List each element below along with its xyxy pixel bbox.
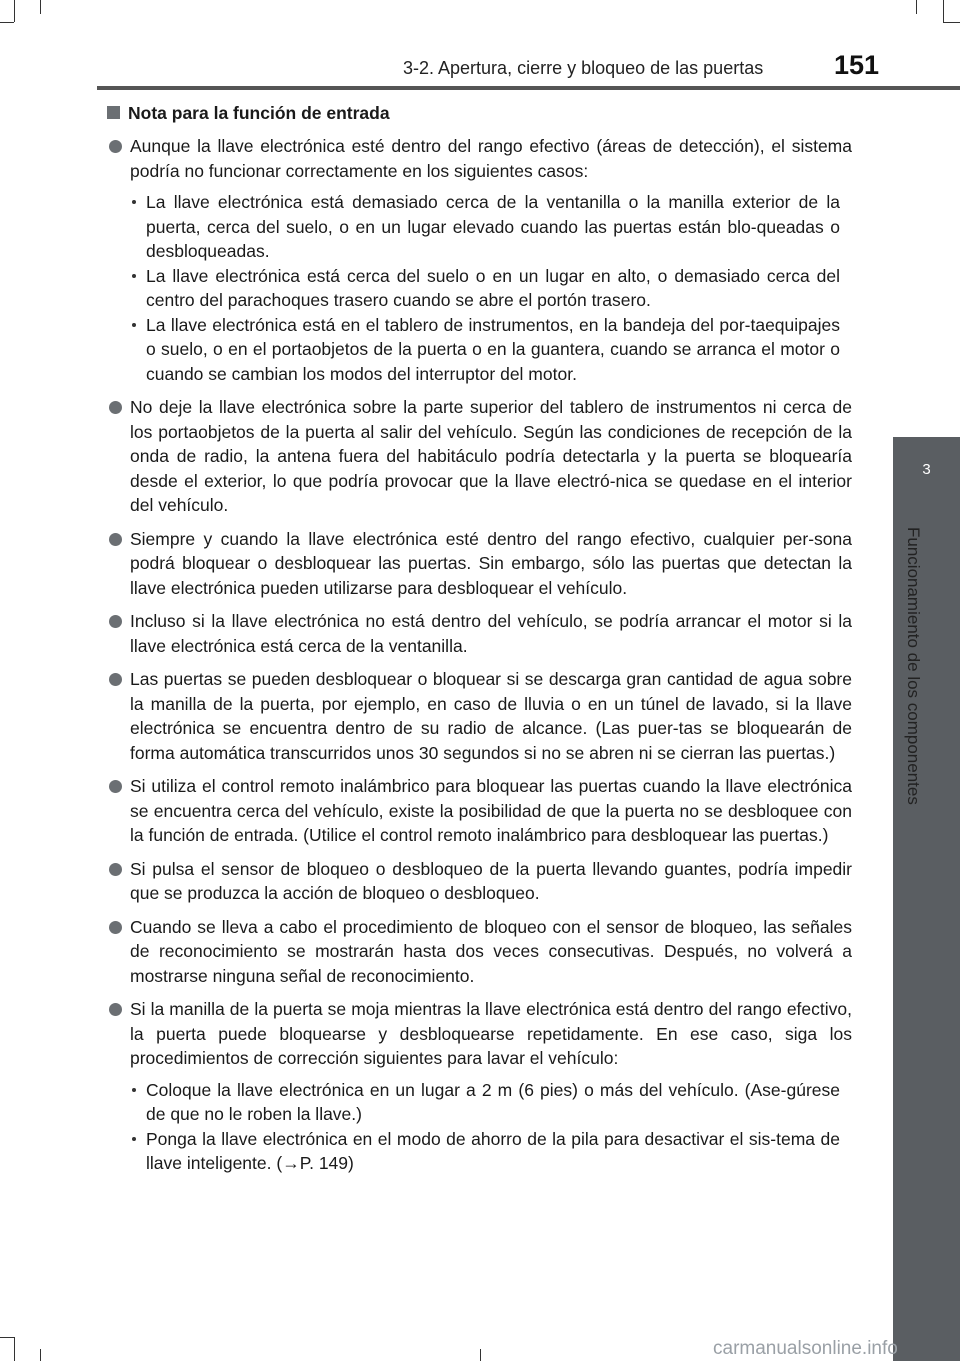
list-item (107, 134, 852, 386)
sub-list-item-text: Coloque la llave electrónica en un lugar a 2 m (6 pies) o más del vehículo. (Ase-gúrese de que no le roben la llave.) (146, 1079, 840, 1124)
sub-list-item-text: La llave electrónica está demasiado cerca de la ventanilla o la manilla exterior de la puerta, cerca del suelo, o en un lugar elevado cuando las puertas están blo-queadas o desbloqueadas. (146, 192, 840, 261)
section-heading-text: Nota para la función de entrada (128, 103, 390, 123)
list-item-text: No deje la llave electrónica sobre la parte superior del tablero de instrumentos ni cerca de los portaobjetos de la puerta al salir del vehículo. Según las condiciones de recepción de la onda de radio, la antena fuera del habitáculo podría detectarla y la puerta se bloquearía desde el exterior, lo que podría provocar que la llave electró-nica se quedase en el interior del vehículo. (130, 397, 852, 515)
crop-mark (480, 1349, 481, 1361)
list-item-text: Siempre y cuando la llave electrónica esté dentro del rango efectivo, cualquier per-sona podrá bloquear o desbloquear las puertas. Sin embargo, sólo las puertas que detectan la llave electrónica pueden utilizarse para desbloquear el vehículo. (130, 528, 852, 598)
section-heading (107, 101, 852, 125)
sub-list-item-text: La llave electrónica está cerca del suelo o en un lugar en alto, o demasiado cerca del centro del parachoques trasero cuando se abre el portón trasero. (146, 265, 840, 310)
circle-bullet-icon (109, 673, 122, 686)
crop-mark (14, 1337, 15, 1361)
sub-list-item (130, 1127, 840, 1176)
crop-mark (14, 0, 15, 22)
circle-bullet-icon (109, 533, 122, 546)
circle-bullet-icon (109, 615, 122, 628)
chapter-tab (893, 437, 960, 517)
crop-mark (40, 0, 41, 14)
dot-bullet-icon (132, 323, 136, 327)
list-item-body (130, 774, 852, 848)
sub-list-item (130, 1078, 840, 1127)
sub-list-item (130, 264, 840, 313)
list-item-text: Las puertas se pueden desbloquear o bloquear si se descarga gran cantidad de agua sobre la manilla de la puerta, por ejemplo, en caso de lluvia o en un túnel de lavado, si la llave electrónica se encuentra dentro de su radio de alcance. (Las puer-tas se bloquearán de forma automática transcurridos unos 30 segundos si no se abren ni se cierran las puertas.) (130, 669, 852, 763)
circle-bullet-icon (109, 140, 122, 153)
list-item-text: Si utiliza el control remoto inalámbrico para bloquear las puertas cuando la llave electrónica se encuentra cerca del vehículo, existe la posibilidad de que la puerta no se desbloquee con la función de entrada. (Utilice el control remoto inalámbrico para desbloquear las puertas.) (130, 776, 852, 845)
list-item-body (130, 667, 852, 765)
circle-bullet-icon (109, 863, 122, 876)
list-item (107, 609, 852, 658)
page-number: 151 (834, 50, 880, 80)
chapter-number: 3 (922, 461, 931, 478)
list-item-text: Aunque la llave electrónica esté dentro del rango efectivo (áreas de detección), el sistema podría no funcionar correctamente en los siguientes casos: (130, 136, 852, 181)
crop-mark (40, 1349, 41, 1361)
list-item (107, 395, 852, 518)
watermark: carmanualsonline.info (713, 1338, 898, 1359)
sub-list (130, 190, 852, 386)
list-item-text: Si pulsa el sensor de bloqueo o desbloqueo de la puerta llevando guantes, podría impedir que se produzca la acción de bloqueo o desbloqueo. (130, 858, 852, 903)
list-item-text: Incluso si la llave electrónica no está dentro del vehículo, se podría arrancar el motor si la llave electrónica está cerca de la ventanilla. (130, 611, 852, 656)
page-content (107, 101, 852, 1185)
crop-mark (943, 0, 944, 22)
circle-bullet-icon (109, 401, 122, 414)
crop-mark (0, 1337, 14, 1338)
sub-list-item (130, 313, 840, 387)
crop-mark (916, 0, 917, 14)
dot-bullet-icon (132, 274, 136, 278)
sub-list (130, 1078, 852, 1176)
list-item (107, 997, 852, 1176)
chapter-title: Funcionamiento de los componentes (904, 527, 923, 805)
list-item-body (130, 609, 852, 658)
dot-bullet-icon (132, 1137, 136, 1141)
dot-bullet-icon (132, 200, 136, 204)
list-item (107, 527, 852, 601)
square-bullet-icon (107, 106, 120, 119)
list-item-body (130, 915, 852, 989)
sub-list-item (130, 190, 840, 264)
list-item-text: Si la manilla de la puerta se moja mientras la llave electrónica está dentro del rango efectivo, la puerta puede bloquearse y desbloquearse repetidamente. En ese caso, siga los procedimientos de corrección siguientes para lavar el vehículo: (130, 999, 852, 1068)
header-rule (97, 86, 960, 90)
dot-bullet-icon (132, 1088, 136, 1092)
list-item (107, 915, 852, 989)
list-item (107, 667, 852, 765)
list-item-body (130, 527, 852, 601)
list-item-body (130, 997, 852, 1176)
sub-list-item-text: La llave electrónica está en el tablero de instrumentos, en la bandeja del por-taequipajes o suelo, o en el portaobjetos de la puerta o en la guantera, cuando se arranca el motor o cuando se cambian los modos del interruptor del motor. (146, 314, 840, 384)
circle-bullet-icon (109, 1003, 122, 1016)
sub-list-item-text: Ponga la llave electrónica en el modo de ahorro de la pila para desactivar el sis-tema de llave inteligente. (→P. 149) (146, 1128, 840, 1173)
list-item-body (130, 857, 852, 906)
running-header: 3-2. Apertura, cierre y bloqueo de las puertas (403, 58, 764, 78)
list-item (107, 774, 852, 848)
circle-bullet-icon (109, 780, 122, 793)
list-item (107, 857, 852, 906)
list-item-text: Cuando se lleva a cabo el procedimiento de bloqueo con el sensor de bloqueo, las señales de reconocimiento se mostrarán hasta dos veces consecutivas. Después, no volverá a mostrarse ninguna señal de reconocimiento. (130, 916, 852, 986)
crop-mark (943, 22, 960, 23)
bullet-list (107, 134, 852, 1176)
list-item-body (130, 395, 852, 518)
crop-mark (0, 22, 14, 23)
circle-bullet-icon (109, 921, 122, 934)
list-item-body (130, 134, 852, 386)
